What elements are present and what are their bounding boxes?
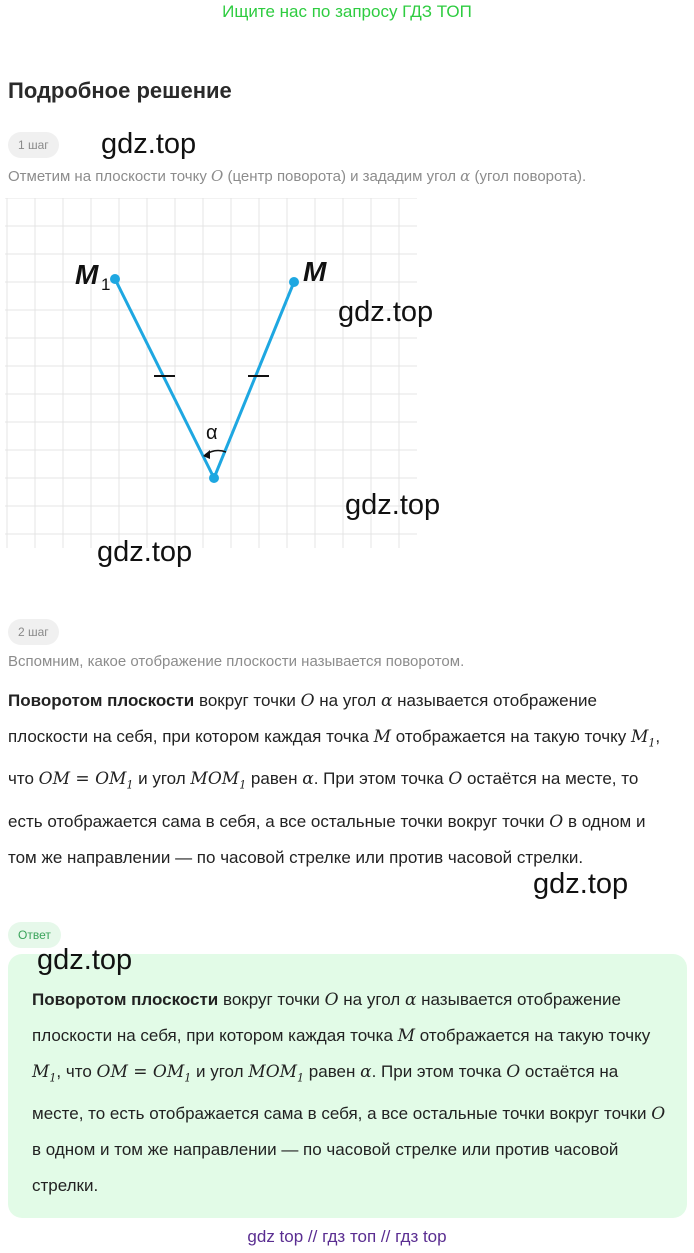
step-1-text: Отметим на плоскости точку O (центр поворота) и зададим угол α (угол поворота). <box>8 167 587 185</box>
label-m: M <box>303 256 327 287</box>
watermark: gdz.top <box>533 868 629 900</box>
watermark: gdz.top <box>97 536 193 568</box>
segment-om <box>214 282 294 478</box>
step-2-intro: Вспомним, какое отображение плоскости называется поворотом. <box>8 653 465 670</box>
point-m1 <box>110 274 120 284</box>
watermark: gdz.top <box>345 489 441 521</box>
segment-om1 <box>115 279 214 478</box>
step-2-badge: 2 шаг <box>8 619 59 645</box>
label-m1: M <box>75 259 99 290</box>
watermark: gdz.top <box>338 296 434 328</box>
answer-badge: Ответ <box>8 922 61 948</box>
point-m <box>289 277 299 287</box>
watermark: gdz.top <box>101 128 197 160</box>
point-o <box>209 473 219 483</box>
footer-links[interactable]: gdz top // гдз топ // гдз top <box>247 1227 447 1246</box>
step-1-badge: 1 шаг <box>8 132 59 158</box>
header-search-link[interactable]: Ищите нас по запросу ГДЗ ТОП <box>222 2 472 21</box>
page-title: Подробное решение <box>8 78 232 103</box>
watermark: gdz.top <box>37 944 133 976</box>
label-alpha: α <box>206 422 218 444</box>
step-2-definition: Поворотом плоскости вокруг точки O на угол α называется отображение плоскости на себя, при котором каждая точка M отображается на такую точку $M_1$, что OM = $OM_1$ и угол $MOM_1$ равен α. При этом точка O остаётся на месте, то есть отображается сама в себя, а все остальные точки вокруг точки O в одном и том же направлении — по часовой стрелке или против часовой стрелки. <box>8 691 661 867</box>
answer-definition: Поворотом плоскости вокруг точки O на угол α называется отображение плоскости на себя, при котором каждая точка M отображается на такую точку $M_1$, что OM = $OM_1$ и угол $MOM_1$ равен α. При этом точка O остаётся на месте, то есть отображается сама в себя, а все остальные точки вокруг точки O в одном и том же направлении — по часовой стрелке или против часовой стрелки. <box>32 990 666 1196</box>
label-m1-subscript: 1 <box>101 275 111 294</box>
